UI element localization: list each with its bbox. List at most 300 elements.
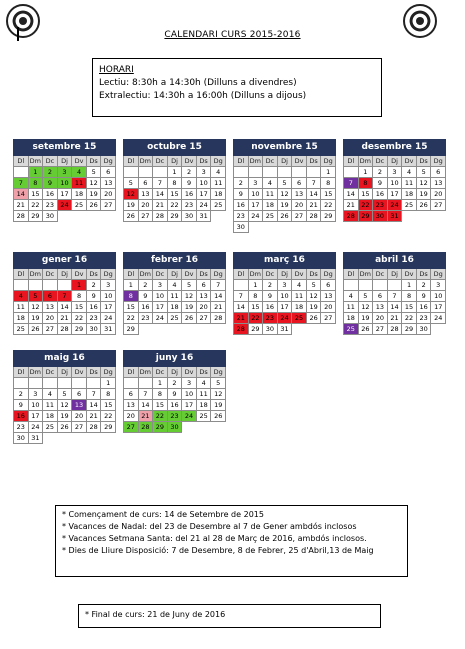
month-calendar [13,139,116,222]
final-note-box [78,604,381,628]
day-cell: 3 [182,378,197,389]
day-cell: 31 [101,324,116,335]
weekday-label: Dm [29,156,44,167]
weekday-label: Dv [72,367,87,378]
day-cell: 18 [402,189,417,200]
empty-day [153,167,168,178]
day-cell: 12 [307,291,322,302]
month-header: gener 16 [13,252,116,269]
day-cell: 25 [72,200,87,211]
month-calendar [123,252,226,335]
weekday-label: Dl [124,269,139,280]
empty-day [344,280,359,291]
day-cell: 5 [124,178,139,189]
weekday-label: Dg [321,156,336,167]
day-cell: 31 [388,211,403,222]
day-cell: 25 [14,324,29,335]
day-cell: 16 [43,189,58,200]
day-cell: 14 [211,291,226,302]
day-cell: 6 [72,389,87,400]
day-cell: 19 [58,411,73,422]
day-cell: 4 [197,378,212,389]
day-cell: 15 [101,400,116,411]
day-cell: 18 [43,411,58,422]
day-cell: 19 [278,200,293,211]
day-cell: 29 [168,211,183,222]
day-cell: 22 [359,200,374,211]
empty-day [124,167,139,178]
empty-day [87,378,102,389]
day-cell: 24 [153,313,168,324]
day-cell: 12 [417,178,432,189]
empty-day [234,280,249,291]
day-cell: 7 [307,178,322,189]
day-cell: 16 [182,189,197,200]
weekday-label: Dg [101,367,116,378]
day-cell: 31 [29,433,44,444]
day-cell: 7 [153,178,168,189]
day-cell: 11 [72,178,87,189]
day-cell: 20 [431,189,446,200]
month-calendar [233,252,336,335]
day-cell: 18 [14,313,29,324]
day-cell: 18 [197,400,212,411]
note-easter: * Vacances Setmana Santa: del 21 al 28 de Març de 2016, ambdós inclosos. [62,534,367,543]
day-cell: 8 [249,291,264,302]
day-cell: 15 [124,302,139,313]
day-cell: 21 [344,200,359,211]
day-cell: 27 [124,422,139,433]
weekday-label: Dm [249,269,264,280]
day-cell: 10 [431,291,446,302]
day-cell: 13 [124,400,139,411]
weekday-label: Dg [101,156,116,167]
month-days-grid [233,269,336,335]
day-cell: 17 [101,302,116,313]
day-cell: 13 [43,302,58,313]
day-cell: 13 [373,302,388,313]
weekday-label: Dv [72,269,87,280]
day-cell: 26 [211,411,226,422]
day-cell: 26 [417,200,432,211]
weekday-label: Dv [402,269,417,280]
day-cell: 27 [72,422,87,433]
month-calendar [233,139,336,233]
day-cell: 3 [431,280,446,291]
day-cell: 19 [124,200,139,211]
weekday-label: Dv [182,156,197,167]
day-cell: 22 [321,200,336,211]
day-cell: 8 [402,291,417,302]
empty-day [29,280,44,291]
day-cell: 29 [72,324,87,335]
day-cell: 7 [139,389,154,400]
day-cell: 21 [58,313,73,324]
day-cell: 12 [124,189,139,200]
day-cell: 8 [72,291,87,302]
empty-day [388,280,403,291]
day-cell: 14 [139,400,154,411]
weekday-label: Dc [153,269,168,280]
day-cell: 7 [388,291,403,302]
day-cell: 12 [278,189,293,200]
day-cell: 10 [197,178,212,189]
day-cell: 30 [417,324,432,335]
day-cell: 25 [292,313,307,324]
weekday-label: Dj [168,156,183,167]
month-days-grid [343,269,446,335]
day-cell: 10 [101,291,116,302]
empty-day [263,167,278,178]
day-cell: 23 [14,422,29,433]
day-cell: 19 [359,313,374,324]
day-cell: 18 [263,200,278,211]
day-cell: 17 [431,302,446,313]
empty-day [14,378,29,389]
day-cell: 31 [197,211,212,222]
day-cell: 23 [182,200,197,211]
day-cell: 28 [58,324,73,335]
empty-day [58,280,73,291]
day-cell: 15 [72,302,87,313]
day-cell: 22 [72,313,87,324]
day-cell: 6 [43,291,58,302]
day-cell: 2 [43,167,58,178]
day-cell: 11 [197,389,212,400]
day-cell: 12 [58,400,73,411]
day-cell: 18 [168,302,183,313]
day-cell: 24 [29,422,44,433]
day-cell: 28 [307,211,322,222]
weekday-label: Dm [249,156,264,167]
day-cell: 1 [153,378,168,389]
day-cell: 15 [153,400,168,411]
day-cell: 23 [139,313,154,324]
weekday-label: Ds [417,269,432,280]
day-cell: 16 [87,302,102,313]
weekday-label: Dl [124,156,139,167]
weekday-label: Dj [58,156,73,167]
day-cell: 26 [124,211,139,222]
month-days-grid [123,367,226,433]
weekday-label: Dm [139,156,154,167]
day-cell: 26 [182,313,197,324]
day-cell: 6 [101,167,116,178]
day-cell: 29 [101,422,116,433]
day-cell: 5 [29,291,44,302]
day-cell: 5 [58,389,73,400]
weekday-label: Ds [307,269,322,280]
day-cell: 18 [292,302,307,313]
day-cell: 28 [344,211,359,222]
day-cell: 29 [359,211,374,222]
weekday-label: Dv [292,156,307,167]
day-cell: 5 [278,178,293,189]
day-cell: 29 [29,211,44,222]
weekday-label: Dj [58,269,73,280]
weekday-label: Dl [14,269,29,280]
weekday-label: Dv [292,269,307,280]
day-cell: 19 [29,313,44,324]
empty-day [43,378,58,389]
weekday-label: Dg [211,269,226,280]
day-cell: 21 [153,200,168,211]
month-days-grid [123,156,226,222]
day-cell: 26 [359,324,374,335]
day-cell: 30 [14,433,29,444]
day-cell: 5 [359,291,374,302]
day-cell: 30 [43,211,58,222]
weekday-label: Dj [58,367,73,378]
weekday-label: Dl [344,269,359,280]
day-cell: 21 [388,313,403,324]
weekday-label: Dg [211,367,226,378]
day-cell: 5 [417,167,432,178]
day-cell: 6 [321,280,336,291]
day-cell: 12 [359,302,374,313]
day-cell: 3 [278,280,293,291]
day-cell: 24 [101,313,116,324]
month-header: març 16 [233,252,336,269]
empty-day [139,378,154,389]
day-cell: 20 [101,189,116,200]
empty-day [29,378,44,389]
day-cell: 22 [101,411,116,422]
empty-day [124,378,139,389]
day-cell: 3 [153,280,168,291]
day-cell: 8 [359,178,374,189]
day-cell: 28 [153,211,168,222]
day-cell: 6 [373,291,388,302]
day-cell: 22 [124,313,139,324]
day-cell: 15 [359,189,374,200]
day-cell: 22 [153,411,168,422]
empty-day [292,167,307,178]
day-cell: 15 [29,189,44,200]
day-cell: 30 [182,211,197,222]
day-cell: 13 [321,291,336,302]
weekday-label: Dc [263,269,278,280]
day-cell: 19 [211,400,226,411]
weekday-label: Dj [388,156,403,167]
day-cell: 1 [249,280,264,291]
day-cell: 16 [14,411,29,422]
empty-day [307,167,322,178]
day-cell: 12 [29,302,44,313]
day-cell: 28 [87,422,102,433]
day-cell: 28 [211,313,226,324]
day-cell: 3 [249,178,264,189]
day-cell: 13 [431,178,446,189]
day-cell: 6 [292,178,307,189]
day-cell: 9 [87,291,102,302]
day-cell: 21 [307,200,322,211]
day-cell: 29 [249,324,264,335]
schedule-line-extralectiu: Extralectiu: 14:30h a 16:00h (Dilluns a dijous) [99,91,307,101]
month-header: febrer 16 [123,252,226,269]
day-cell: 2 [417,280,432,291]
day-cell: 15 [168,189,183,200]
weekday-label: Dl [344,156,359,167]
day-cell: 30 [168,422,183,433]
day-cell: 2 [168,378,183,389]
day-cell: 15 [249,302,264,313]
weekday-label: Dm [139,269,154,280]
month-header: setembre 15 [13,139,116,156]
day-cell: 11 [292,291,307,302]
month-calendar [343,139,446,222]
weekday-label: Dl [14,367,29,378]
month-header: maig 16 [13,350,116,367]
day-cell: 24 [197,200,212,211]
day-cell: 10 [388,178,403,189]
weekday-label: Dc [43,269,58,280]
note-start: * Començament de curs: 14 de Setembre de 2015 [62,510,264,519]
day-cell: 21 [139,411,154,422]
day-cell: 1 [168,167,183,178]
day-cell: 9 [168,389,183,400]
month-header: octubre 15 [123,139,226,156]
day-cell: 4 [168,280,183,291]
weekday-label: Dl [234,156,249,167]
month-calendar [13,252,116,335]
weekday-label: Ds [197,269,212,280]
weekday-label: Dg [101,269,116,280]
month-header: desembre 15 [343,139,446,156]
day-cell: 1 [402,280,417,291]
day-cell: 27 [101,200,116,211]
day-cell: 9 [417,291,432,302]
day-cell: 17 [153,302,168,313]
day-cell: 25 [344,324,359,335]
weekday-label: Ds [87,367,102,378]
day-cell: 10 [153,291,168,302]
day-cell: 8 [29,178,44,189]
day-cell: 27 [373,324,388,335]
day-cell: 19 [307,302,322,313]
weekday-label: Dc [263,156,278,167]
schedule-box [92,58,382,117]
weekday-label: Dm [29,367,44,378]
day-cell: 9 [263,291,278,302]
day-cell: 6 [124,389,139,400]
day-cell: 4 [14,291,29,302]
day-cell: 12 [87,178,102,189]
day-cell: 3 [388,167,403,178]
day-cell: 7 [58,291,73,302]
day-cell: 22 [402,313,417,324]
empty-day [234,167,249,178]
day-cell: 28 [139,422,154,433]
weekday-label: Dv [182,269,197,280]
day-cell: 10 [58,178,73,189]
day-cell: 25 [402,200,417,211]
weekday-label: Dc [373,156,388,167]
day-cell: 13 [72,400,87,411]
empty-day [278,167,293,178]
day-cell: 7 [211,280,226,291]
day-cell: 11 [168,291,183,302]
day-cell: 15 [402,302,417,313]
day-cell: 2 [182,167,197,178]
day-cell: 20 [43,313,58,324]
day-cell: 8 [153,389,168,400]
month-calendar [123,350,226,433]
day-cell: 17 [249,200,264,211]
day-cell: 25 [168,313,183,324]
day-cell: 15 [321,189,336,200]
weekday-label: Dc [43,156,58,167]
day-cell: 21 [211,302,226,313]
day-cell: 1 [321,167,336,178]
day-cell: 18 [344,313,359,324]
day-cell: 27 [431,200,446,211]
day-cell: 10 [29,400,44,411]
day-cell: 19 [417,189,432,200]
day-cell: 24 [278,313,293,324]
day-cell: 14 [234,302,249,313]
day-cell: 2 [139,280,154,291]
weekday-label: Dj [278,269,293,280]
month-header: abril 16 [343,252,446,269]
day-cell: 26 [29,324,44,335]
day-cell: 24 [388,200,403,211]
day-cell: 5 [307,280,322,291]
weekday-label: Dl [124,367,139,378]
day-cell: 28 [388,324,403,335]
month-calendar [123,139,226,222]
day-cell: 22 [168,200,183,211]
day-cell: 26 [307,313,322,324]
weekday-label: Ds [417,156,432,167]
day-cell: 6 [139,178,154,189]
weekday-label: Dm [29,269,44,280]
day-cell: 3 [29,389,44,400]
day-cell: 29 [321,211,336,222]
month-days-grid [13,269,116,335]
month-header: novembre 15 [233,139,336,156]
weekday-label: Ds [197,367,212,378]
month-calendar [343,252,446,335]
day-cell: 30 [373,211,388,222]
day-cell: 29 [124,324,139,335]
month-calendar [13,350,116,444]
empty-day [344,167,359,178]
day-cell: 14 [87,400,102,411]
empty-day [72,378,87,389]
day-cell: 4 [263,178,278,189]
weekday-label: Dg [211,156,226,167]
day-cell: 5 [211,378,226,389]
day-cell: 18 [72,189,87,200]
day-cell: 11 [263,189,278,200]
day-cell: 6 [197,280,212,291]
day-cell: 1 [29,167,44,178]
day-cell: 9 [234,189,249,200]
day-cell: 17 [29,411,44,422]
day-cell: 20 [124,411,139,422]
weekday-label: Dc [153,156,168,167]
day-cell: 12 [182,291,197,302]
day-cell: 3 [58,167,73,178]
day-cell: 25 [211,200,226,211]
day-cell: 20 [139,200,154,211]
weekday-label: Dj [168,367,183,378]
day-cell: 13 [139,189,154,200]
day-cell: 23 [43,200,58,211]
day-cell: 8 [124,291,139,302]
weekday-label: Dg [321,269,336,280]
